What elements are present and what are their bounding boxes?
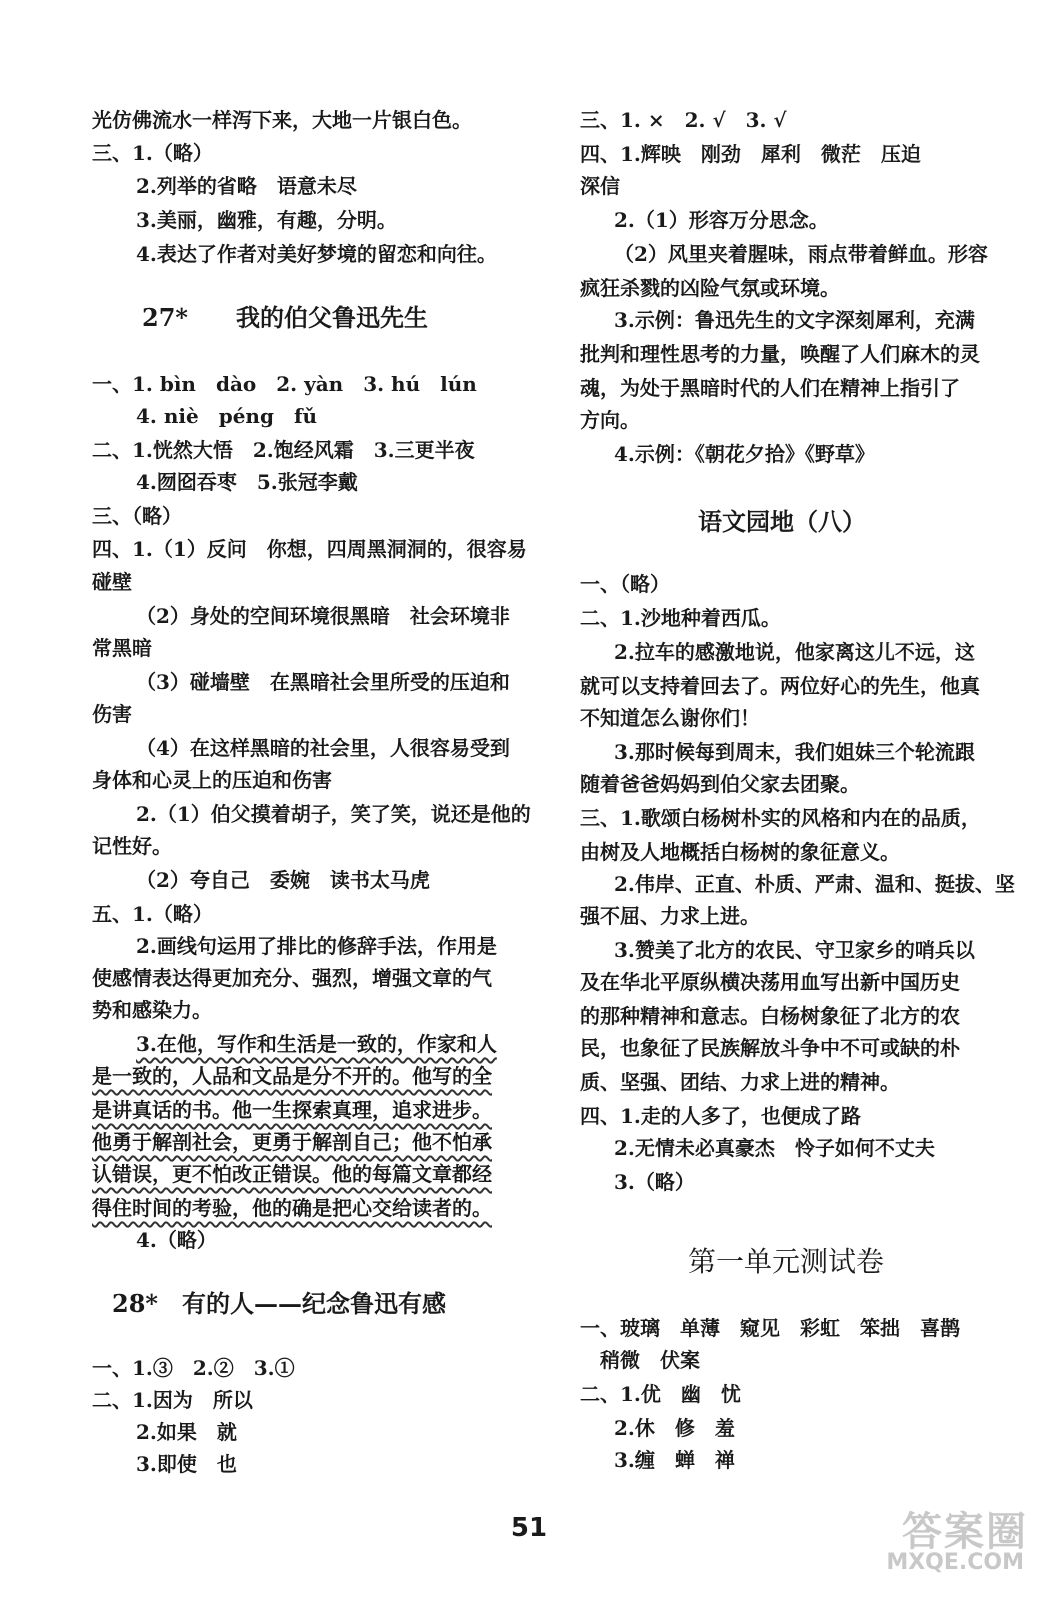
underlined-line: 是一致的，人品和文品是分不开的。他写的全 xyxy=(92,1064,492,1088)
text-line: 2.拉车的感激地说，他家离这儿不远，这 xyxy=(614,640,975,664)
text-line: 3.那时候每到周末，我们姐妹三个轮流跟 xyxy=(614,740,975,764)
text-line: 3.缠 蝉 禅 xyxy=(614,1448,735,1472)
text-line: 2.休 修 羞 xyxy=(614,1416,735,1440)
lesson-27-title: 27* 我的伯父鲁迅先生 xyxy=(142,303,428,332)
text-line: 4.囫囵吞枣 5.张冠李戴 xyxy=(136,470,358,494)
text-line: 3.示例：鲁迅先生的文字深刻犀利，充满 xyxy=(614,308,975,332)
underlined-line: 他勇于解剖社会，更勇于解剖自己；他不怕承 xyxy=(92,1130,492,1154)
text-line: 就可以支持着回去了。两位好心的先生，他真 xyxy=(580,674,980,698)
text-line: 方向。 xyxy=(580,408,640,432)
text-line: 3.赞美了北方的农民、守卫家乡的哨兵以 xyxy=(614,938,975,962)
text-line: 四、1.（1）反问 你想，四周黑洞洞的，很容易 xyxy=(92,537,527,561)
text-line: 2.如果 就 xyxy=(136,1420,237,1444)
text-line: 一、1. bìn dào 2. yàn 3. hú lún xyxy=(92,372,477,396)
text-line: 四、1.辉映 刚劲 犀利 微茫 压迫 xyxy=(580,142,921,166)
text-line: 2.无情未必真豪杰 怜子如何不丈夫 xyxy=(614,1136,935,1160)
section-title-yuwen-yuandi: 语文园地（八） xyxy=(698,507,866,536)
text-line: 随着爸爸妈妈到伯父家去团聚。 xyxy=(580,772,860,796)
text-line: 3.即使 也 xyxy=(136,1452,237,1476)
text-line: 常黑暗 xyxy=(92,636,152,660)
text-line: 二、1.恍然大悟 2.饱经风霜 3.三更半夜 xyxy=(92,438,475,462)
text-line: 记性好。 xyxy=(92,834,172,858)
text-line: 4.表达了作者对美好梦境的留恋和向往。 xyxy=(136,242,497,266)
text-line: 一、玻璃 单薄 窥见 彩虹 笨拙 喜鹊 xyxy=(580,1316,960,1340)
text-line: 2.画线句运用了排比的修辞手法，作用是 xyxy=(136,934,497,958)
text-line: 稍微 伏案 xyxy=(600,1348,700,1372)
lesson-28-title: 28* 有的人——纪念鲁迅有感 xyxy=(112,1289,446,1318)
text-line: 不知道怎么谢你们！ xyxy=(580,706,760,730)
watermark-url: MXQE.COM xyxy=(886,1550,1024,1575)
text-line: （4）在这样黑暗的社会里，人很容易受到 xyxy=(136,736,510,760)
text-line: 疯狂杀戮的凶险气氛或环境。 xyxy=(580,276,840,300)
text-line: 深信 xyxy=(580,174,620,198)
text-line: 4. niè péng fǔ xyxy=(136,404,318,428)
text-line: 碰壁 xyxy=(92,570,132,594)
underlined-line: 3.在他，写作和生活是一致的，作家和人 xyxy=(136,1032,497,1056)
page-number: 51 xyxy=(510,1513,548,1543)
text-line: 二、1.沙地种着西瓜。 xyxy=(580,606,781,630)
text-line: 三、1.（略） xyxy=(92,141,213,165)
text-line: 民，也象征了民族解放斗争中不可或缺的朴 xyxy=(580,1036,960,1060)
text-line: 批判和理性思考的力量，唤醒了人们麻木的灵 xyxy=(580,342,980,366)
text-line: 4.示例：《朝花夕拾》《野草》 xyxy=(614,442,875,466)
text-line: （2）身处的空间环境很黑暗 社会环境非 xyxy=(136,604,510,628)
watermark-logo xyxy=(878,1500,1028,1580)
text-line: 魂，为处于黑暗时代的人们在精神上指引了 xyxy=(580,376,960,400)
text-line: 一、1.③ 2.② 3.① xyxy=(92,1356,295,1380)
text-line: 四、1.走的人多了，也便成了路 xyxy=(580,1104,861,1128)
unit-test-title: 第一单元测试卷 xyxy=(688,1245,885,1278)
text-line: 2.（1）形容万分思念。 xyxy=(614,208,829,232)
underlined-line: 是讲真话的书。他一生探索真理，追求进步。 xyxy=(92,1098,492,1122)
text-line: 三、1.歌颂白杨树朴实的风格和内在的品质， xyxy=(580,806,981,830)
text-line: 使感情表达得更加充分、强烈，增强文章的气 xyxy=(92,966,492,990)
text-line: 2.（1）伯父摸着胡子，笑了笑，说还是他的 xyxy=(136,802,531,826)
text-line: （2）风里夹着腥味，雨点带着鲜血。形容 xyxy=(614,242,988,266)
text-line: 及在华北平原纵横决荡用血写出新中国历史 xyxy=(580,970,960,994)
watermark-text: 答案圈 xyxy=(902,1509,1028,1555)
text-line: 三、1. × 2. √ 3. √ xyxy=(580,108,787,132)
text-line: 4.（略） xyxy=(136,1228,217,1252)
text-line: 势和感染力。 xyxy=(92,998,212,1022)
text-line: 强不屈、力求上进。 xyxy=(580,904,760,928)
text-line: 由树及人地概括白杨树的象征意义。 xyxy=(580,840,900,864)
text-line: 三、（略） xyxy=(92,504,182,528)
text-line: 身体和心灵上的压迫和伤害 xyxy=(92,768,332,792)
text-line: 的那种精神和意志。白杨树象征了北方的农 xyxy=(580,1004,960,1028)
underlined-line: 得住时间的考验，他的确是把心交给读者的。 xyxy=(92,1196,492,1220)
text-line: 伤害 xyxy=(92,702,132,726)
text-line: 一、（略） xyxy=(580,572,670,596)
text-line: （2）夸自己 委婉 读书太马虎 xyxy=(136,868,430,892)
text-line: 光仿佛流水一样泻下来，大地一片银白色。 xyxy=(92,108,472,132)
text-line: （3）碰墙壁 在黑暗社会里所受的压迫和 xyxy=(136,670,510,694)
text-line: 2.伟岸、正直、朴质、严肃、温和、挺拔、坚 xyxy=(614,872,1015,896)
text-line: 3.（略） xyxy=(614,1170,695,1194)
text-line: 3.美丽，幽雅，有趣，分明。 xyxy=(136,208,397,232)
text-line: 二、1.因为 所以 xyxy=(92,1388,253,1412)
text-line: 二、1.优 幽 忧 xyxy=(580,1382,741,1406)
text-line: 质、坚强、团结、力求上进的精神。 xyxy=(580,1070,900,1094)
text-line: 2.列举的省略 语意未尽 xyxy=(136,174,357,198)
underlined-line: 认错误，更不怕改正错误。他的每篇文章都经 xyxy=(92,1162,492,1186)
text-line: 五、1.（略） xyxy=(92,902,213,926)
